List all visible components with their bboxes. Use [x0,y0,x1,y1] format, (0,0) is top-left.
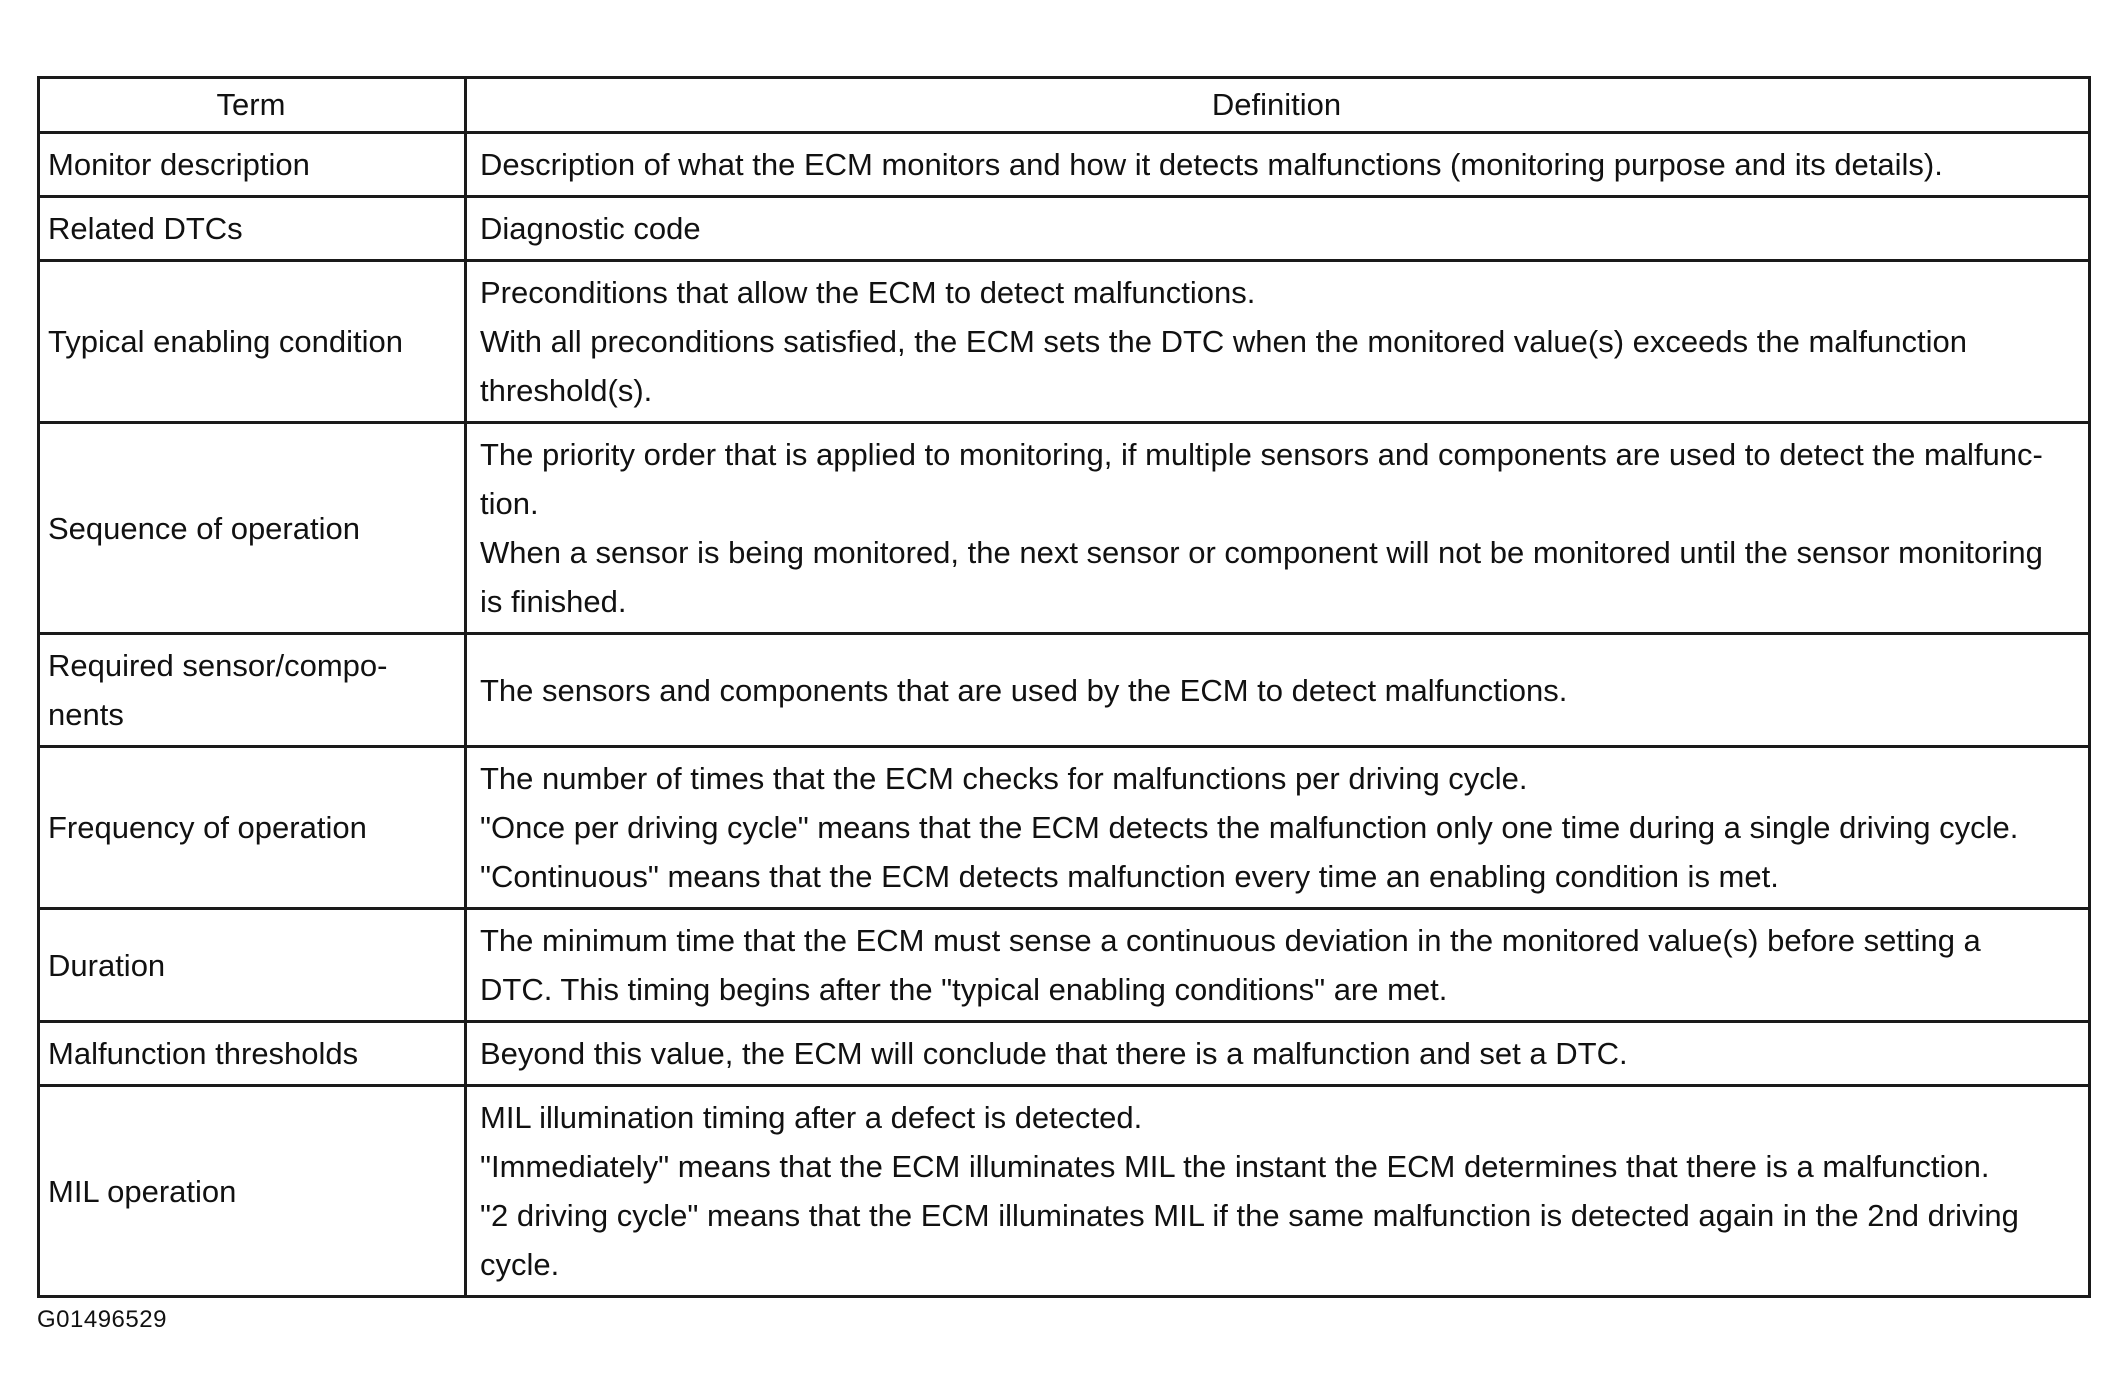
definition-text-line: Beyond this value, the ECM will conclude that there is a malfunction and set a DTC. [480,1036,1628,1071]
term-cell [39,1086,466,1297]
definition-text-line: When a sensor is being monitored, the next sensor or component will not be monitored until the sensor monitoring [480,535,2043,570]
term-cell [39,747,466,909]
term-text: MIL operation [48,1173,237,1209]
header-row [39,78,2090,133]
term-column-header: Term [39,78,466,133]
figure-id: G01496529 [37,1306,167,1333]
definition-cell [466,634,2090,747]
term-text: Monitor description [48,147,310,182]
definition-cell [466,1022,2090,1086]
definition-text-line: "2 driving cycle" means that the ECM illuminates MIL if the same malfunction is detected again in the 2nd driving [480,1198,2019,1233]
definition-text-line: With all preconditions satisfied, the ECM sets the DTC when the monitored value(s) exceeds the malfunction [480,324,1967,359]
term-text: Duration [48,947,166,983]
table-row [39,747,2090,909]
definition-text-line: Description of what the ECM monitors and how it detects malfunctions (monitoring purpose and its details). [480,147,1943,182]
table-body [39,133,2090,1297]
term-cell [39,634,466,747]
table-row [39,1086,2090,1297]
definition-text-line: The minimum time that the ECM must sense a continuous deviation in the monitored value(s) before setting a [480,923,1981,958]
term-cell [39,197,466,261]
term-text: Frequency of operation [48,810,367,845]
term-text: Typical enabling condition [48,324,404,359]
table-row [39,197,2090,261]
definition-text-line: "Immediately" means that the ECM illuminates MIL the instant the ECM determines that there is a malfunction. [480,1149,1990,1184]
definition-cell [466,261,2090,423]
table-row [39,261,2090,423]
definition-cell [466,1086,2090,1297]
term-cell [39,423,466,634]
definition-text-line: Diagnostic code [480,211,701,246]
definition-cell [466,133,2090,197]
definitions-table [37,76,2091,1298]
definition-text-line: "Once per driving cycle" means that the ECM detects the malfunction only one time during a single driving cycle. [480,810,2019,845]
definition-column-header: Definition [466,78,2090,133]
definition-text-line: The sensors and components that are used by the ECM to detect malfunctions. [480,672,1568,708]
definition-text-line: cycle. [480,1247,560,1282]
term-cell [39,133,466,197]
definition-text-line: Preconditions that allow the ECM to detect malfunctions. [480,275,1256,310]
definition-text-line: "Continuous" means that the ECM detects malfunction every time an enabling condition is met. [480,859,1779,894]
definition-cell [466,197,2090,261]
definition-text-line: The priority order that is applied to monitoring, if multiple sensors and components are used to detect the malfunc- [480,437,2043,472]
table-row [39,133,2090,197]
table-row [39,423,2090,634]
table-row [39,1022,2090,1086]
term-text: Malfunction thresholds [48,1036,359,1071]
table-row [39,909,2090,1022]
definition-text-line: MIL illumination timing after a defect is detected. [480,1100,1143,1135]
term-cell [39,1022,466,1086]
definition-text-line: is finished. [480,584,627,619]
definition-cell [466,423,2090,634]
term-cell [39,909,466,1022]
term-text: nents [48,697,124,732]
definition-cell [466,909,2090,1022]
table-row [39,634,2090,747]
definition-text-line: tion. [480,486,539,521]
term-text: Required sensor/compo- [48,648,388,683]
definition-cell [466,747,2090,909]
definition-text-line: threshold(s). [480,373,653,408]
term-text: Related DTCs [48,211,243,246]
definition-text-line: DTC. This timing begins after the "typical enabling conditions" are met. [480,972,1448,1007]
table-header [39,78,2090,133]
definition-text-line: The number of times that the ECM checks for malfunctions per driving cycle. [480,761,1528,796]
term-text: Sequence of operation [48,510,360,546]
term-cell [39,261,466,423]
